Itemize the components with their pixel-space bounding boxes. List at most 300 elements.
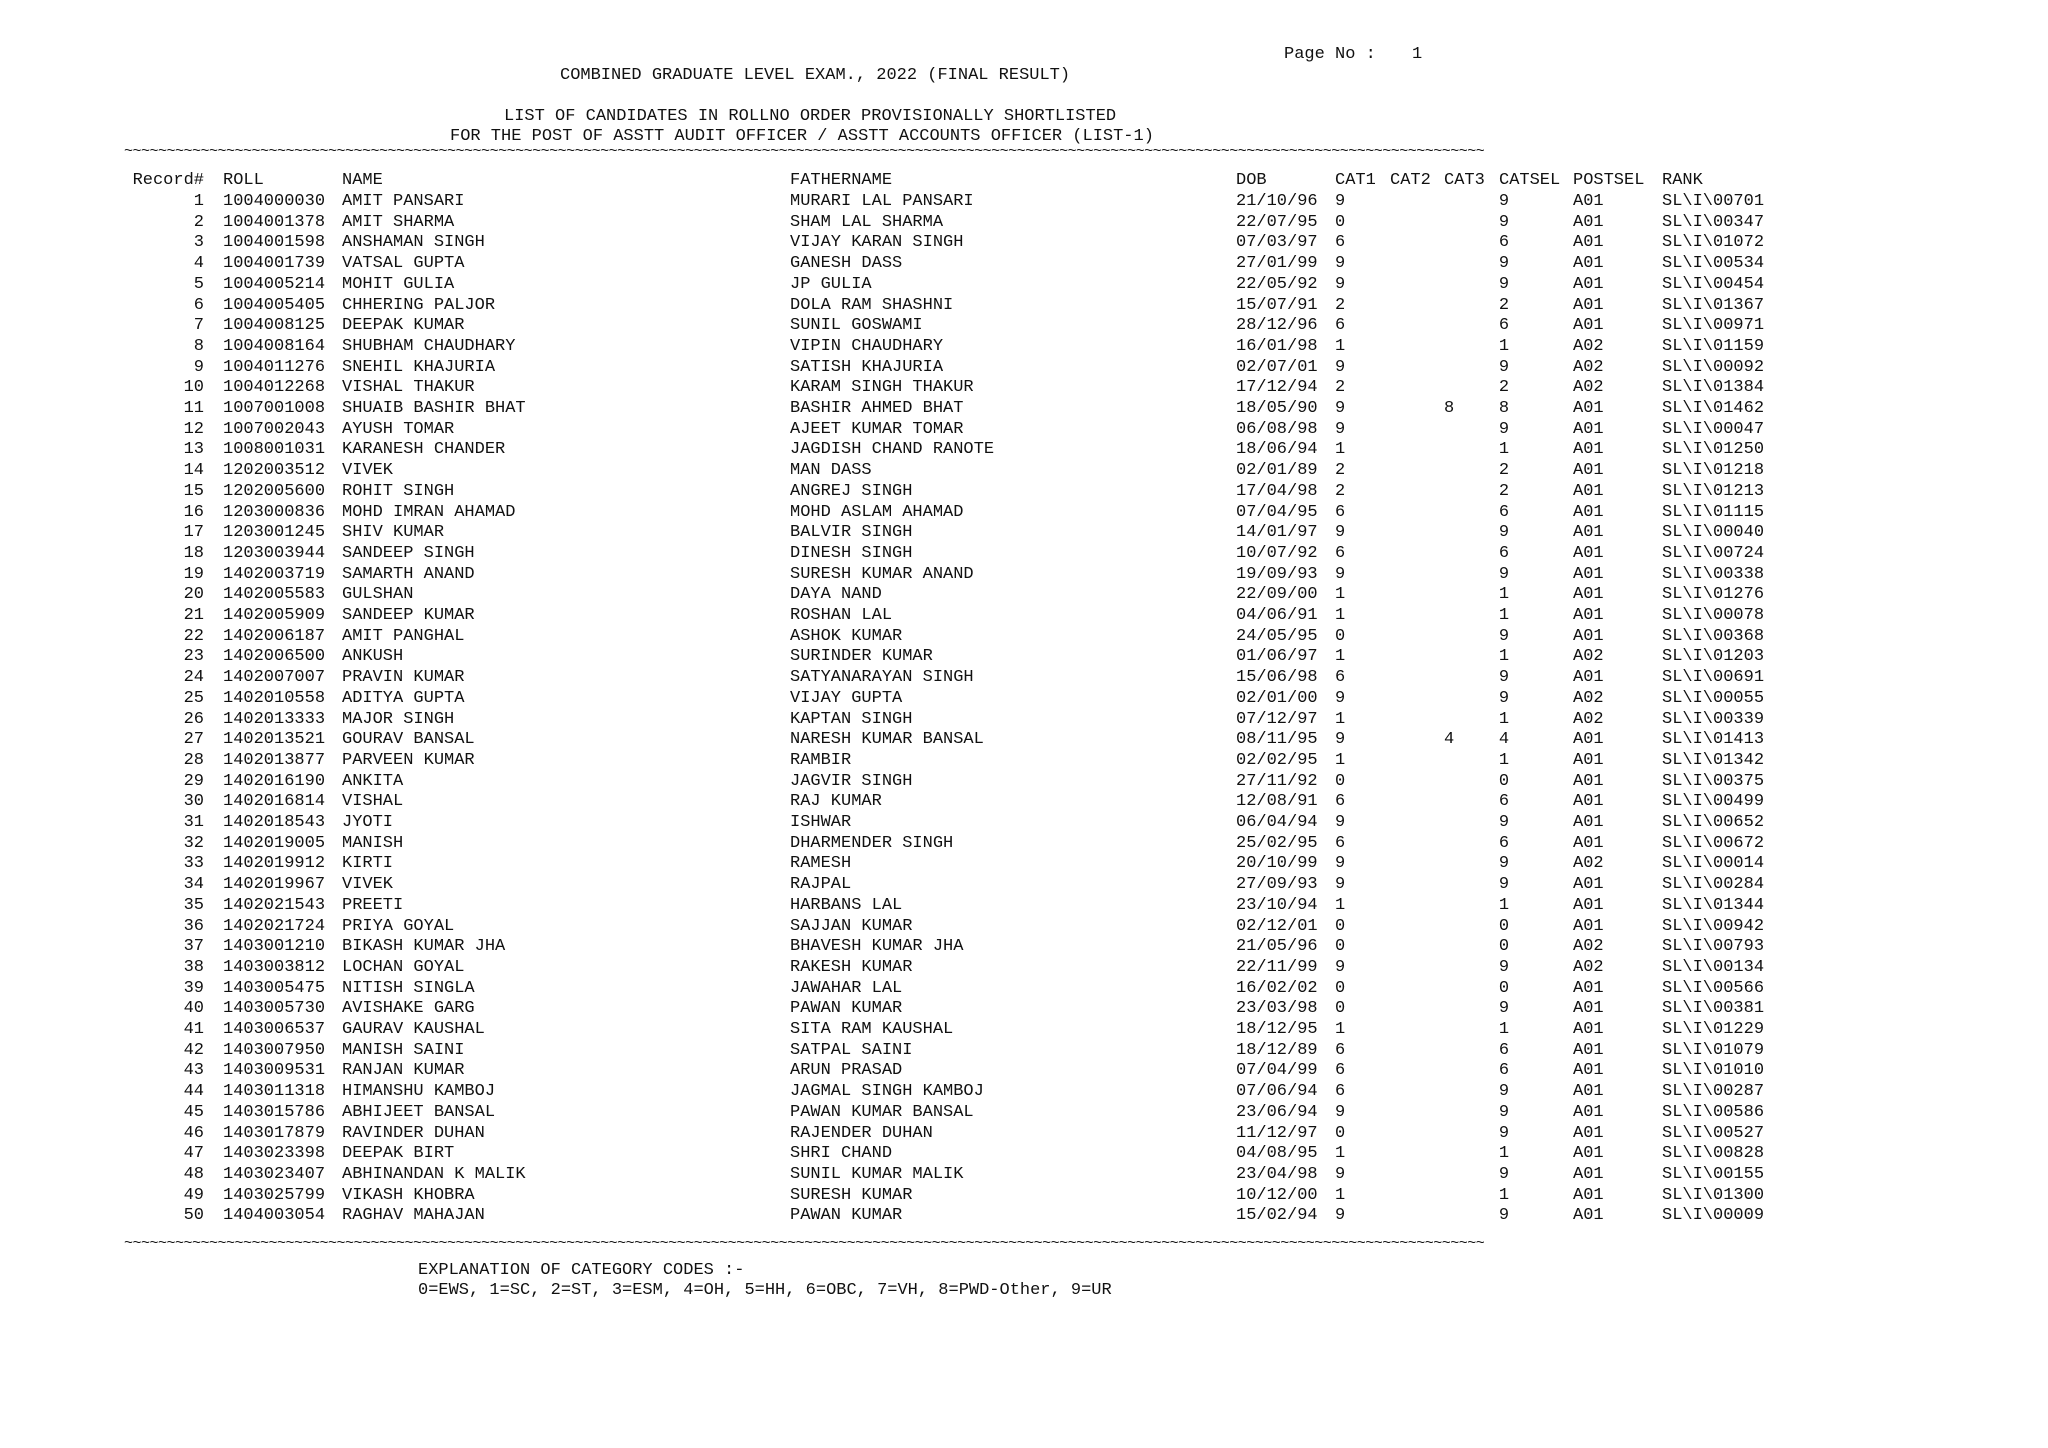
postsel-value: A01 (1573, 606, 1604, 625)
rank-value: SL\I\01213 (1662, 481, 1765, 501)
catsel-value: 6 (1498, 833, 1510, 853)
father-name: DINESH SINGH (790, 543, 913, 563)
father-name: SITA RAM KAUSHAL (790, 1020, 954, 1039)
catsel-value: 1 (1498, 1144, 1510, 1164)
cat1-value: 9 (1335, 730, 1346, 750)
father-name: SURESH KUMAR (790, 1185, 913, 1205)
catsel-value: 2 (1498, 378, 1510, 398)
father-name: JAGDISH CHAND RANOTE (790, 440, 995, 460)
father-name: ISHWAR (790, 813, 852, 832)
col-header-catsel: CATSEL (1499, 171, 1561, 190)
cat1-value: 1 (1335, 440, 1346, 460)
father-name: VIJAY KARAN SINGH (790, 233, 964, 253)
record-number: 32 (183, 833, 204, 853)
father-name: SUNIL GOSWAMI (790, 316, 923, 336)
rank-value: SL\I\00055 (1662, 688, 1765, 708)
rank-value: SL\I\01462 (1662, 399, 1765, 418)
cat3-value: 8 (1444, 399, 1455, 418)
record-number: 19 (183, 564, 204, 584)
father-name: JAWAHAR LAL (790, 978, 903, 998)
cat1-value: 0 (1335, 626, 1346, 646)
postsel-value: A02 (1573, 709, 1604, 729)
cat1-value: 9 (1335, 875, 1346, 895)
roll-number: 1004001598 (223, 233, 326, 253)
roll-number: 1402021543 (223, 895, 326, 915)
candidate-name: PARVEEN KUMAR (342, 750, 475, 770)
catsel-value: 1 (1498, 895, 1510, 915)
cat1-value: 9 (1335, 957, 1346, 977)
record-number: 49 (183, 1185, 204, 1205)
roll-number: 1203003944 (223, 543, 326, 563)
catsel-value: 1 (1498, 440, 1510, 460)
candidate-name: ANKITA (342, 771, 404, 791)
record-number: 14 (183, 461, 204, 481)
catsel-value: 9 (1498, 254, 1510, 274)
postsel-value: A01 (1573, 295, 1604, 315)
father-name: MAN DASS (790, 461, 872, 481)
catsel-value: 6 (1498, 233, 1510, 253)
candidate-name: HIMANSHU KAMBOJ (342, 1082, 496, 1102)
record-number: 34 (183, 875, 204, 895)
record-number: 22 (183, 626, 204, 646)
catsel-value: 0 (1498, 978, 1510, 998)
col-header-cat1: CAT1 (1335, 171, 1376, 190)
record-number: 31 (183, 813, 204, 832)
date-of-birth: 02/02/95 (1236, 750, 1318, 770)
catsel-value: 6 (1498, 792, 1510, 812)
candidate-name: RANJAN KUMAR (342, 1061, 465, 1081)
rank-value: SL\I\00284 (1662, 875, 1765, 895)
rank-value: SL\I\00155 (1662, 1164, 1765, 1184)
record-number: 26 (183, 709, 204, 729)
postsel-value: A02 (1573, 854, 1604, 874)
record-number: 11 (183, 399, 204, 418)
record-number: 36 (183, 916, 204, 936)
postsel-value: A02 (1573, 688, 1604, 708)
record-number: 3 (193, 233, 204, 253)
cat1-value: 1 (1335, 895, 1346, 915)
record-number: 18 (183, 543, 204, 563)
roll-number: 1403009531 (223, 1061, 326, 1081)
candidate-name: GAURAV KAUSHAL (342, 1020, 485, 1039)
record-number: 44 (183, 1082, 204, 1102)
cat1-value: 0 (1335, 212, 1346, 232)
cat1-value: 9 (1335, 688, 1346, 708)
father-name: BALVIR SINGH (790, 523, 913, 543)
rank-value: SL\I\00828 (1662, 1144, 1765, 1164)
father-name: SUNIL KUMAR MALIK (790, 1164, 964, 1184)
col-header-rank: RANK (1662, 171, 1703, 190)
cat1-value: 1 (1335, 336, 1346, 356)
record-number: 35 (183, 895, 204, 915)
rank-value: SL\I\00499 (1662, 792, 1765, 812)
candidate-name: SHUBHAM CHAUDHARY (342, 336, 516, 356)
roll-number: 1202003512 (223, 461, 326, 481)
date-of-birth: 15/07/91 (1236, 295, 1318, 315)
date-of-birth: 18/06/94 (1236, 440, 1318, 460)
postsel-value: A01 (1573, 626, 1604, 646)
record-number: 37 (183, 937, 204, 957)
record-number: 2 (193, 212, 204, 232)
record-number: 8 (193, 336, 204, 356)
catsel-value: 1 (1498, 750, 1510, 770)
candidate-name: RAGHAV MAHAJAN (342, 1206, 485, 1226)
rank-value: SL\I\01115 (1662, 502, 1765, 522)
rank-value: SL\I\00338 (1662, 564, 1765, 584)
candidate-name: PREETI (342, 895, 404, 915)
record-number: 40 (183, 999, 204, 1019)
father-name: KAPTAN SINGH (790, 709, 913, 729)
date-of-birth: 07/04/99 (1236, 1061, 1318, 1081)
date-of-birth: 20/10/99 (1236, 854, 1318, 874)
postsel-value: A02 (1573, 378, 1604, 398)
date-of-birth: 11/12/97 (1236, 1123, 1318, 1143)
rank-value: SL\I\01384 (1662, 378, 1765, 398)
date-of-birth: 08/11/95 (1236, 730, 1318, 750)
postsel-value: A01 (1573, 1061, 1604, 1081)
date-of-birth: 19/09/93 (1236, 564, 1318, 584)
roll-number: 1403011318 (223, 1082, 326, 1102)
postsel-value: A01 (1573, 916, 1604, 936)
date-of-birth: 07/04/95 (1236, 502, 1318, 522)
record-number: 13 (183, 440, 204, 460)
postsel-value: A02 (1573, 336, 1604, 356)
date-of-birth: 10/12/00 (1236, 1185, 1318, 1205)
father-name: PAWAN KUMAR BANSAL (790, 1102, 974, 1122)
cat1-value: 9 (1335, 399, 1346, 418)
father-name: MOHD ASLAM AHAMAD (790, 502, 964, 522)
rank-value: SL\I\01413 (1662, 730, 1765, 750)
record-number: 20 (183, 585, 204, 605)
postsel-value: A02 (1573, 957, 1604, 977)
date-of-birth: 07/06/94 (1236, 1082, 1318, 1102)
candidate-name: CHHERING PALJOR (342, 295, 496, 315)
col-header-record: Record# (132, 171, 204, 190)
date-of-birth: 12/08/91 (1236, 792, 1318, 812)
rank-value: SL\I\01367 (1662, 295, 1765, 315)
candidate-name: ADITYA GUPTA (342, 688, 465, 708)
cat1-value: 6 (1335, 233, 1346, 253)
postsel-value: A01 (1573, 481, 1604, 501)
roll-number: 1403015786 (223, 1102, 326, 1122)
postsel-value: A01 (1573, 254, 1604, 274)
postsel-value: A02 (1573, 937, 1604, 957)
candidate-name: GOURAV BANSAL (342, 730, 475, 750)
record-number: 24 (183, 668, 204, 688)
rank-value: SL\I\00454 (1662, 274, 1765, 294)
roll-number: 1004001378 (223, 212, 326, 232)
father-name: RAJ KUMAR (790, 792, 882, 812)
roll-number: 1403007950 (223, 1040, 326, 1060)
postsel-value: A01 (1573, 399, 1604, 418)
rank-value: SL\I\00347 (1662, 212, 1765, 232)
record-number: 29 (183, 771, 204, 791)
catsel-value: 1 (1498, 606, 1510, 625)
cat3-value: 4 (1444, 730, 1455, 750)
date-of-birth: 27/01/99 (1236, 254, 1318, 274)
record-number: 41 (183, 1020, 204, 1039)
father-name: ARUN PRASAD (790, 1061, 903, 1081)
rank-value: SL\I\00368 (1662, 626, 1765, 646)
date-of-birth: 07/12/97 (1236, 709, 1318, 729)
father-name: MURARI LAL PANSARI (790, 192, 974, 211)
date-of-birth: 22/11/99 (1236, 957, 1318, 977)
father-name: JP GULIA (790, 274, 872, 294)
candidate-name: DEEPAK BIRT (342, 1144, 455, 1164)
candidate-name: KIRTI (342, 854, 394, 874)
father-name: AJEET KUMAR TOMAR (790, 419, 964, 439)
catsel-value: 9 (1498, 875, 1510, 895)
exam-title: COMBINED GRADUATE LEVEL EXAM., 2022 (FINAL RESULT) (560, 66, 1071, 85)
candidate-name: ROHIT SINGH (342, 481, 455, 501)
postsel-value: A02 (1573, 647, 1604, 667)
postsel-value: A01 (1573, 585, 1604, 605)
candidate-name: SHUAIB BASHIR BHAT (342, 399, 526, 418)
date-of-birth: 15/02/94 (1236, 1206, 1318, 1226)
page-number-value: 1 (1412, 45, 1423, 64)
cat1-value: 2 (1335, 461, 1346, 481)
date-of-birth: 17/12/94 (1236, 378, 1318, 398)
candidate-name: VIVEK (342, 875, 394, 895)
date-of-birth: 27/09/93 (1236, 875, 1318, 895)
candidate-name: AMIT PANSARI (342, 192, 465, 211)
rank-value: SL\I\00078 (1662, 606, 1765, 625)
record-number: 12 (183, 419, 204, 439)
record-number: 27 (183, 730, 204, 750)
father-name: SATISH KHAJURIA (790, 357, 944, 377)
roll-number: 1403001210 (223, 937, 326, 957)
candidate-name: DEEPAK KUMAR (342, 316, 465, 336)
candidate-name: MANISH (342, 833, 404, 853)
rank-value: SL\I\01344 (1662, 895, 1765, 915)
catsel-value: 9 (1498, 1102, 1510, 1122)
father-name: SHAM LAL SHARMA (790, 212, 944, 232)
record-number: 47 (183, 1144, 204, 1164)
date-of-birth: 22/05/92 (1236, 274, 1318, 294)
father-name: GANESH DASS (790, 254, 903, 274)
roll-number: 1004000030 (223, 192, 326, 211)
candidate-name: AYUSH TOMAR (342, 419, 455, 439)
cat1-value: 9 (1335, 254, 1346, 274)
record-number: 28 (183, 750, 204, 770)
cat1-value: 1 (1335, 1185, 1346, 1205)
record-number: 7 (193, 316, 204, 336)
record-number: 43 (183, 1061, 204, 1081)
father-name: SATPAL SAINI (790, 1040, 913, 1060)
candidate-name: MANISH SAINI (342, 1040, 465, 1060)
postsel-value: A01 (1573, 1164, 1604, 1184)
father-name: RAJENDER DUHAN (790, 1123, 933, 1143)
catsel-value: 9 (1498, 688, 1510, 708)
date-of-birth: 23/06/94 (1236, 1102, 1318, 1122)
catsel-value: 1 (1498, 585, 1510, 605)
rank-value: SL\I\00534 (1662, 254, 1765, 274)
father-name: ASHOK KUMAR (790, 626, 903, 646)
cat1-value: 6 (1335, 543, 1346, 563)
postsel-value: A01 (1573, 999, 1604, 1019)
rank-value: SL\I\01276 (1662, 585, 1765, 605)
candidate-name: ABHINANDAN K MALIK (342, 1164, 526, 1184)
roll-number: 1402010558 (223, 688, 326, 708)
date-of-birth: 28/12/96 (1236, 316, 1318, 336)
roll-number: 1402018543 (223, 813, 326, 832)
date-of-birth: 25/02/95 (1236, 833, 1318, 853)
roll-number: 1403006537 (223, 1020, 326, 1039)
record-number: 46 (183, 1123, 204, 1143)
cat1-value: 9 (1335, 357, 1346, 377)
catsel-value: 9 (1498, 357, 1510, 377)
cat1-value: 0 (1335, 999, 1346, 1019)
rank-value: SL\I\00134 (1662, 957, 1765, 977)
catsel-value: 9 (1498, 564, 1510, 584)
date-of-birth: 16/02/02 (1236, 978, 1318, 998)
postsel-value: A01 (1573, 1020, 1604, 1039)
rank-value: SL\I\00793 (1662, 937, 1765, 957)
postsel-value: A01 (1573, 895, 1604, 915)
postsel-value: A01 (1573, 833, 1604, 853)
record-number: 48 (183, 1164, 204, 1184)
rank-value: SL\I\00047 (1662, 419, 1765, 439)
candidate-name: SHIV KUMAR (342, 523, 445, 543)
catsel-value: 1 (1498, 1020, 1510, 1039)
rank-value: SL\I\01229 (1662, 1020, 1765, 1039)
rank-value: SL\I\00381 (1662, 999, 1765, 1019)
candidate-name: GULSHAN (342, 585, 414, 605)
father-name: VIJAY GUPTA (790, 688, 903, 708)
cat1-value: 6 (1335, 502, 1346, 522)
rank-value: SL\I\00672 (1662, 833, 1765, 853)
catsel-value: 9 (1498, 854, 1510, 874)
roll-number: 1402019005 (223, 833, 326, 853)
cat1-value: 9 (1335, 564, 1346, 584)
candidate-name: ANSHAMAN SINGH (342, 233, 485, 253)
roll-number: 1203000836 (223, 502, 326, 522)
cat1-value: 2 (1335, 378, 1346, 398)
roll-number: 1402006500 (223, 647, 326, 667)
roll-number: 1402016190 (223, 771, 326, 791)
postsel-value: A01 (1573, 875, 1604, 895)
candidate-name: LOCHAN GOYAL (342, 957, 465, 977)
record-number: 9 (193, 357, 204, 377)
postsel-value: A01 (1573, 792, 1604, 812)
rank-value: SL\I\00092 (1662, 357, 1765, 377)
date-of-birth: 04/08/95 (1236, 1144, 1318, 1164)
rank-value: SL\I\01079 (1662, 1040, 1765, 1060)
col-header-cat3: CAT3 (1444, 171, 1485, 190)
postsel-value: A01 (1573, 978, 1604, 998)
candidate-name: AMIT PANGHAL (342, 626, 465, 646)
roll-number: 1004008164 (223, 336, 326, 356)
father-name: SURESH KUMAR ANAND (790, 564, 974, 584)
date-of-birth: 18/05/90 (1236, 399, 1318, 418)
cat1-value: 6 (1335, 792, 1346, 812)
record-number: 30 (183, 792, 204, 812)
catsel-value: 9 (1498, 668, 1510, 688)
catsel-value: 9 (1498, 192, 1510, 211)
cat1-value: 2 (1335, 295, 1346, 315)
cat1-value: 1 (1335, 1144, 1346, 1164)
postsel-value: A01 (1573, 771, 1604, 791)
roll-number: 1402019967 (223, 875, 326, 895)
rank-value: SL\I\00724 (1662, 543, 1765, 563)
postsel-value: A01 (1573, 419, 1604, 439)
rank-value: SL\I\00566 (1662, 978, 1765, 998)
candidate-name: JYOTI (342, 813, 394, 832)
catsel-value: 0 (1498, 771, 1510, 791)
catsel-value: 6 (1498, 543, 1510, 563)
candidate-name: BIKASH KUMAR JHA (342, 937, 506, 957)
roll-number: 1403003812 (223, 957, 326, 977)
father-name: RAMBIR (790, 750, 852, 770)
rank-value: SL\I\00691 (1662, 668, 1765, 688)
postsel-value: A01 (1573, 813, 1604, 832)
catsel-value: 2 (1498, 481, 1510, 501)
date-of-birth: 15/06/98 (1236, 668, 1318, 688)
roll-number: 1004001739 (223, 254, 326, 274)
col-header-cat2: CAT2 (1390, 171, 1431, 190)
candidate-name: SNEHIL KHAJURIA (342, 357, 496, 377)
candidate-name: MAJOR SINGH (342, 709, 455, 729)
candidate-name: NITISH SINGLA (342, 978, 475, 998)
cat1-value: 1 (1335, 647, 1346, 667)
father-name: KARAM SINGH THAKUR (790, 378, 974, 398)
record-number: 21 (183, 606, 204, 625)
roll-number: 1402019912 (223, 854, 326, 874)
record-number: 42 (183, 1040, 204, 1060)
candidate-name: AMIT SHARMA (342, 212, 455, 232)
date-of-birth: 18/12/95 (1236, 1020, 1318, 1039)
postsel-value: A01 (1573, 233, 1604, 253)
postsel-value: A01 (1573, 1082, 1604, 1102)
roll-number: 1403025799 (223, 1185, 326, 1205)
catsel-value: 6 (1498, 1061, 1510, 1081)
record-number: 16 (183, 502, 204, 522)
roll-number: 1402005583 (223, 585, 326, 605)
col-header-roll: ROLL (223, 171, 264, 190)
catsel-value: 6 (1498, 502, 1510, 522)
rank-value: SL\I\01159 (1662, 336, 1765, 356)
roll-number: 1004008125 (223, 316, 326, 336)
date-of-birth: 01/06/97 (1236, 647, 1318, 667)
candidate-name: VISHAL THAKUR (342, 378, 475, 398)
postsel-value: A01 (1573, 212, 1604, 232)
date-of-birth: 02/01/00 (1236, 688, 1318, 708)
rank-value: SL\I\01203 (1662, 647, 1765, 667)
roll-number: 1402003719 (223, 564, 326, 584)
roll-number: 1402005909 (223, 606, 326, 625)
catsel-value: 9 (1498, 1164, 1510, 1184)
cat1-value: 1 (1335, 606, 1346, 625)
record-number: 50 (183, 1206, 204, 1226)
rank-value: SL\I\00652 (1662, 813, 1765, 832)
catsel-value: 9 (1498, 212, 1510, 232)
rank-value: SL\I\00014 (1662, 854, 1765, 874)
roll-number: 1402013877 (223, 750, 326, 770)
record-number: 5 (193, 274, 204, 294)
record-number: 10 (183, 378, 204, 398)
date-of-birth: 22/07/95 (1236, 212, 1318, 232)
father-name: PAWAN KUMAR (790, 1206, 903, 1226)
candidate-name: KARANESH CHANDER (342, 440, 506, 460)
roll-number: 1402013333 (223, 709, 326, 729)
page-number-label: Page No : (1284, 45, 1376, 64)
rank-value: SL\I\01300 (1662, 1185, 1765, 1205)
catsel-value: 0 (1498, 937, 1510, 957)
rank-value: SL\I\00701 (1662, 192, 1765, 211)
cat1-value: 9 (1335, 192, 1346, 211)
cat1-value: 6 (1335, 833, 1346, 853)
postsel-value: A02 (1573, 357, 1604, 377)
